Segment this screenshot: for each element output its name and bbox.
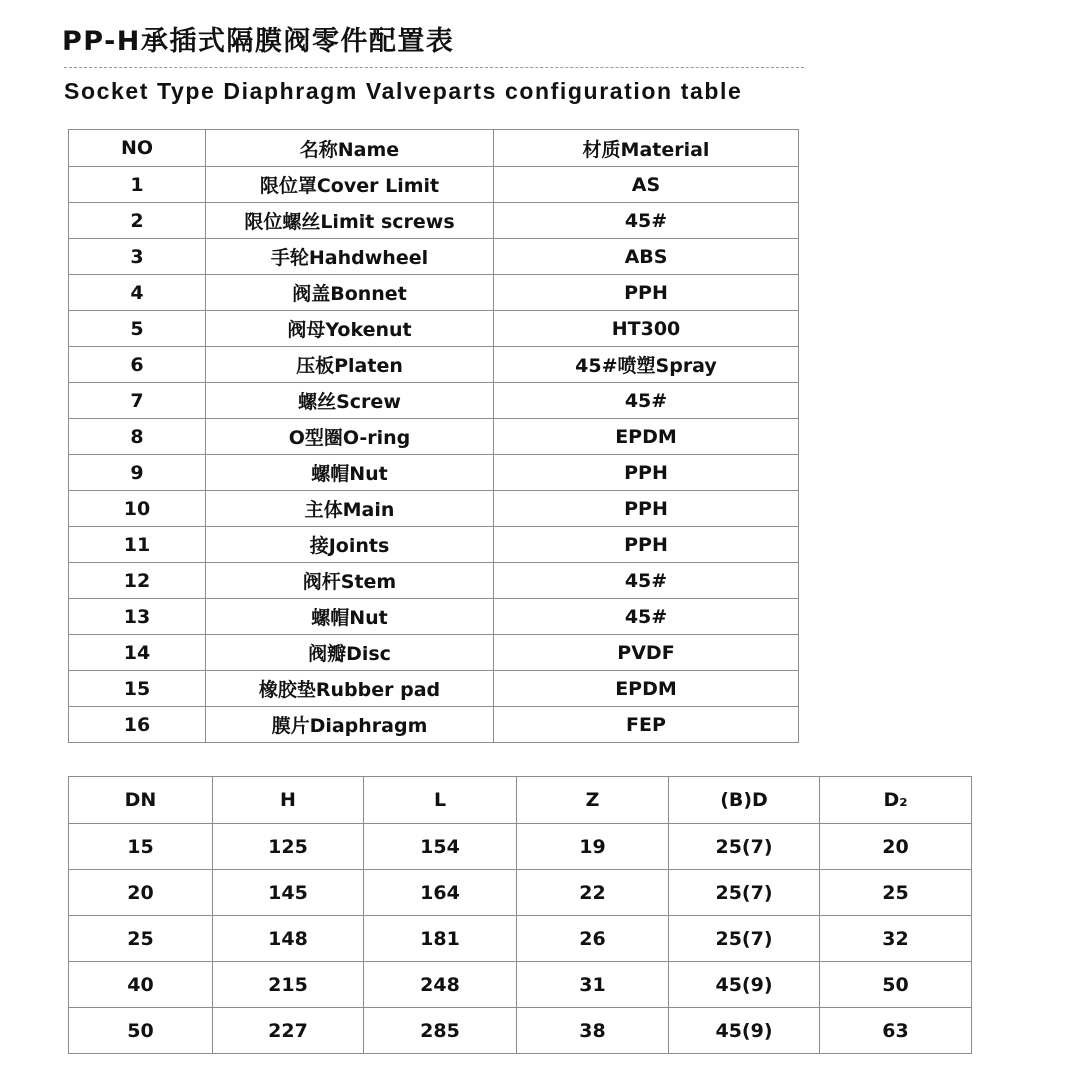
parts-table-cell: PPH bbox=[494, 455, 799, 491]
dimensions-table-cell: 125 bbox=[213, 824, 364, 870]
parts-table-cell: PVDF bbox=[494, 635, 799, 671]
parts-table-cell: AS bbox=[494, 167, 799, 203]
dimensions-table-cell: 63 bbox=[820, 1008, 972, 1054]
parts-table-cell: 45# bbox=[494, 383, 799, 419]
parts-table-cell: 压板Platen bbox=[206, 347, 494, 383]
parts-table-row bbox=[69, 275, 799, 311]
parts-table-cell: 阀瓣Disc bbox=[206, 635, 494, 671]
parts-table-cell: 4 bbox=[69, 275, 206, 311]
dimensions-table-cell: 285 bbox=[364, 1008, 517, 1054]
parts-table-cell: 45#喷塑Spray bbox=[494, 347, 799, 383]
parts-table-row bbox=[69, 491, 799, 527]
parts-table-cell: PPH bbox=[494, 275, 799, 311]
parts-table-row bbox=[69, 635, 799, 671]
dimensions-table-cell: 50 bbox=[69, 1008, 213, 1054]
parts-table-cell: 限位螺丝Limit screws bbox=[206, 203, 494, 239]
parts-table-header-cell: 材质Material bbox=[494, 130, 799, 167]
parts-table-header-cell: 名称Name bbox=[206, 130, 494, 167]
dimensions-table-header-cell: L bbox=[364, 777, 517, 824]
dimensions-table-cell: 50 bbox=[820, 962, 972, 1008]
parts-table-cell: 12 bbox=[69, 563, 206, 599]
parts-table-cell: 螺帽Nut bbox=[206, 455, 494, 491]
dimensions-table-cell: 15 bbox=[69, 824, 213, 870]
dimensions-table-header-cell: Z bbox=[517, 777, 669, 824]
parts-table-row bbox=[69, 383, 799, 419]
dimensions-table-cell: 154 bbox=[364, 824, 517, 870]
parts-table-cell: 膜片Diaphragm bbox=[206, 707, 494, 743]
dimensions-table-cell: 45(9) bbox=[669, 962, 820, 1008]
dimensions-table-cell: 25(7) bbox=[669, 824, 820, 870]
parts-table-cell: EPDM bbox=[494, 671, 799, 707]
parts-table-cell: PPH bbox=[494, 527, 799, 563]
dimensions-table-header-cell: (B)D bbox=[669, 777, 820, 824]
parts-table-header-row bbox=[69, 130, 799, 167]
parts-table-header-cell: NO bbox=[69, 130, 206, 167]
parts-table-cell: 14 bbox=[69, 635, 206, 671]
dimensions-table-cell: 248 bbox=[364, 962, 517, 1008]
parts-table-cell: 7 bbox=[69, 383, 206, 419]
dimensions-table-body bbox=[69, 777, 972, 1054]
parts-table-cell: 45# bbox=[494, 599, 799, 635]
dimensions-table-cell: 20 bbox=[69, 870, 213, 916]
parts-table-cell: 阀母Yokenut bbox=[206, 311, 494, 347]
dimensions-table-cell: 181 bbox=[364, 916, 517, 962]
parts-table-row bbox=[69, 311, 799, 347]
dimensions-table-cell: 148 bbox=[213, 916, 364, 962]
dimensions-table-cell: 32 bbox=[820, 916, 972, 962]
parts-table-cell: 10 bbox=[69, 491, 206, 527]
dimensions-table-header-cell: D₂ bbox=[820, 777, 972, 824]
parts-table-cell: 11 bbox=[69, 527, 206, 563]
parts-table-row bbox=[69, 563, 799, 599]
dimensions-table-cell: 164 bbox=[364, 870, 517, 916]
parts-table-cell: 3 bbox=[69, 239, 206, 275]
dimensions-table-cell: 25(7) bbox=[669, 916, 820, 962]
page-title: PP-H承插式隔膜阀零件配置表 bbox=[62, 26, 455, 57]
parts-table-cell: 接Joints bbox=[206, 527, 494, 563]
parts-table-cell: O型圈O-ring bbox=[206, 419, 494, 455]
parts-table-cell: 5 bbox=[69, 311, 206, 347]
dimensions-table-cell: 40 bbox=[69, 962, 213, 1008]
parts-table-body bbox=[69, 130, 799, 743]
dimensions-table-cell: 26 bbox=[517, 916, 669, 962]
parts-table-row bbox=[69, 167, 799, 203]
dimensions-table-cell: 25 bbox=[820, 870, 972, 916]
parts-table-cell: ABS bbox=[494, 239, 799, 275]
parts-table-cell: 45# bbox=[494, 563, 799, 599]
parts-table-row bbox=[69, 671, 799, 707]
parts-table-cell: 45# bbox=[494, 203, 799, 239]
parts-table-cell: PPH bbox=[494, 491, 799, 527]
parts-table-cell: 2 bbox=[69, 203, 206, 239]
dimensions-table-cell: 19 bbox=[517, 824, 669, 870]
page-subtitle: Socket Type Diaphragm Valveparts configuration table bbox=[64, 78, 743, 104]
parts-table-cell: 限位罩Cover Limit bbox=[206, 167, 494, 203]
parts-table-cell: 手轮Hahdwheel bbox=[206, 239, 494, 275]
parts-table-cell: 16 bbox=[69, 707, 206, 743]
dimensions-table-row bbox=[69, 870, 972, 916]
parts-table-cell: 1 bbox=[69, 167, 206, 203]
parts-table-cell: 6 bbox=[69, 347, 206, 383]
dimensions-table-header-cell: DN bbox=[69, 777, 213, 824]
dimensions-table bbox=[68, 776, 972, 1054]
parts-table-row bbox=[69, 527, 799, 563]
parts-table-row bbox=[69, 347, 799, 383]
parts-table-cell: 螺丝Screw bbox=[206, 383, 494, 419]
parts-table-row bbox=[69, 455, 799, 491]
dimensions-table-header-cell: H bbox=[213, 777, 364, 824]
dimensions-table-row bbox=[69, 824, 972, 870]
parts-table-cell: HT300 bbox=[494, 311, 799, 347]
parts-table-cell: 主体Main bbox=[206, 491, 494, 527]
parts-table-cell: 螺帽Nut bbox=[206, 599, 494, 635]
parts-table-cell: 9 bbox=[69, 455, 206, 491]
dimensions-table-cell: 45(9) bbox=[669, 1008, 820, 1054]
dimensions-table-cell: 215 bbox=[213, 962, 364, 1008]
parts-table-cell: FEP bbox=[494, 707, 799, 743]
dimensions-table-cell: 20 bbox=[820, 824, 972, 870]
dimensions-table-row bbox=[69, 916, 972, 962]
dimensions-table-row bbox=[69, 1008, 972, 1054]
dimensions-table-cell: 25 bbox=[69, 916, 213, 962]
parts-table-cell: 13 bbox=[69, 599, 206, 635]
dimensions-table-cell: 25(7) bbox=[669, 870, 820, 916]
parts-table-cell: 阀盖Bonnet bbox=[206, 275, 494, 311]
dimensions-table-cell: 22 bbox=[517, 870, 669, 916]
parts-table-cell: 阀杆Stem bbox=[206, 563, 494, 599]
parts-table-row bbox=[69, 707, 799, 743]
dimensions-table-cell: 38 bbox=[517, 1008, 669, 1054]
parts-table bbox=[68, 129, 799, 743]
dimensions-table-cell: 145 bbox=[213, 870, 364, 916]
parts-table-cell: 15 bbox=[69, 671, 206, 707]
parts-table-row bbox=[69, 239, 799, 275]
parts-table-cell: EPDM bbox=[494, 419, 799, 455]
dimensions-table-header-row bbox=[69, 777, 972, 824]
parts-table-row bbox=[69, 599, 799, 635]
parts-table-cell: 橡胶垫Rubber pad bbox=[206, 671, 494, 707]
title-divider bbox=[64, 67, 804, 68]
parts-table-cell: 8 bbox=[69, 419, 206, 455]
parts-table-row bbox=[69, 203, 799, 239]
dimensions-table-row bbox=[69, 962, 972, 1008]
dimensions-table-cell: 31 bbox=[517, 962, 669, 1008]
dimensions-table-cell: 227 bbox=[213, 1008, 364, 1054]
parts-table-row bbox=[69, 419, 799, 455]
